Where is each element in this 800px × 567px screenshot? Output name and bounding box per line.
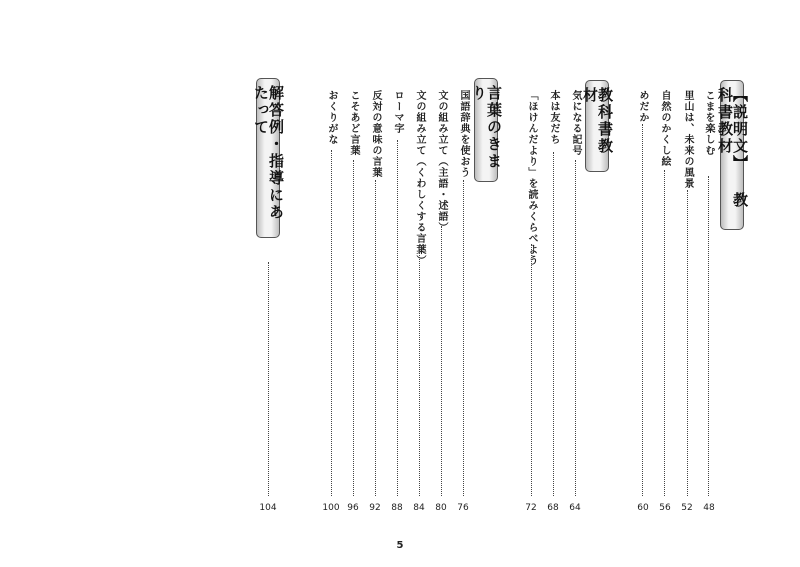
toc-leader bbox=[531, 244, 532, 496]
section-header-kyokasho bbox=[581, 80, 614, 172]
toc-entry-title: 本は友だち bbox=[548, 90, 559, 145]
section-header-label: 教科書教材 bbox=[581, 87, 614, 155]
toc-leader bbox=[375, 180, 376, 496]
toc-leader bbox=[463, 180, 464, 496]
toc-page-number: 100 bbox=[322, 503, 340, 513]
toc-page-number: 64 bbox=[569, 503, 581, 513]
section-header-kaito bbox=[252, 78, 285, 238]
toc-page-number: 48 bbox=[703, 503, 715, 513]
toc-leader bbox=[664, 170, 665, 496]
section-header-setsumeibun bbox=[716, 80, 749, 230]
toc-leader bbox=[687, 190, 688, 496]
toc-entry-title: ローマ字 bbox=[392, 90, 403, 134]
section-header-label: 【説明文】 教科書教材 bbox=[716, 87, 749, 209]
toc-page-number: 88 bbox=[391, 503, 403, 513]
toc-leader bbox=[553, 152, 554, 496]
toc-entry-title: 反対の意味の言葉 bbox=[370, 90, 381, 178]
toc-entry-title: こそあど言葉 bbox=[348, 90, 359, 156]
toc-page-number: 80 bbox=[435, 503, 447, 513]
section-header-label: 解答例・指導にあたって bbox=[252, 85, 285, 221]
toc-entry-title: 国語辞典を使おう bbox=[458, 90, 469, 178]
toc-entry-title: 気になる記号 bbox=[570, 90, 581, 156]
toc-entry-title: 文の組み立て（くわしくする言葉） bbox=[414, 90, 425, 266]
toc-leader bbox=[575, 160, 576, 496]
toc-leader bbox=[642, 124, 643, 496]
toc-page-number: 96 bbox=[347, 503, 359, 513]
toc-page-number: 52 bbox=[681, 503, 693, 513]
toc-page-number: 92 bbox=[369, 503, 381, 513]
toc-page-number: 68 bbox=[547, 503, 559, 513]
section-header-label: 言葉のきまり bbox=[470, 85, 503, 170]
toc-page-number: 56 bbox=[659, 503, 671, 513]
toc-page-number: 72 bbox=[525, 503, 537, 513]
toc-entry-title: こまを楽しむ bbox=[703, 90, 714, 156]
toc-leader bbox=[708, 176, 709, 496]
toc-page-number: 60 bbox=[637, 503, 649, 513]
toc-entry-title: 里山は、未来の風景 bbox=[682, 90, 693, 189]
section-header-kotoba bbox=[470, 78, 503, 182]
toc-leader bbox=[353, 160, 354, 496]
toc-entry-title: めだか bbox=[637, 90, 648, 123]
toc-leader bbox=[268, 262, 269, 496]
toc-page-number: 76 bbox=[457, 503, 469, 513]
toc-entry-title: 自然のかくし絵 bbox=[659, 90, 670, 167]
toc-leader bbox=[441, 226, 442, 496]
page-number: 5 bbox=[396, 540, 404, 551]
toc-leader bbox=[331, 150, 332, 496]
toc-entry-title: 「ほけんだより」を読みくらべよう bbox=[526, 90, 537, 266]
toc-leader bbox=[419, 250, 420, 496]
toc-page-number: 84 bbox=[413, 503, 425, 513]
toc-entry-title: 文の組み立て（主語・述語） bbox=[436, 90, 447, 233]
toc-entry-title: おくりがな bbox=[326, 90, 337, 145]
toc-page-number: 104 bbox=[259, 503, 277, 513]
toc-leader bbox=[397, 140, 398, 496]
